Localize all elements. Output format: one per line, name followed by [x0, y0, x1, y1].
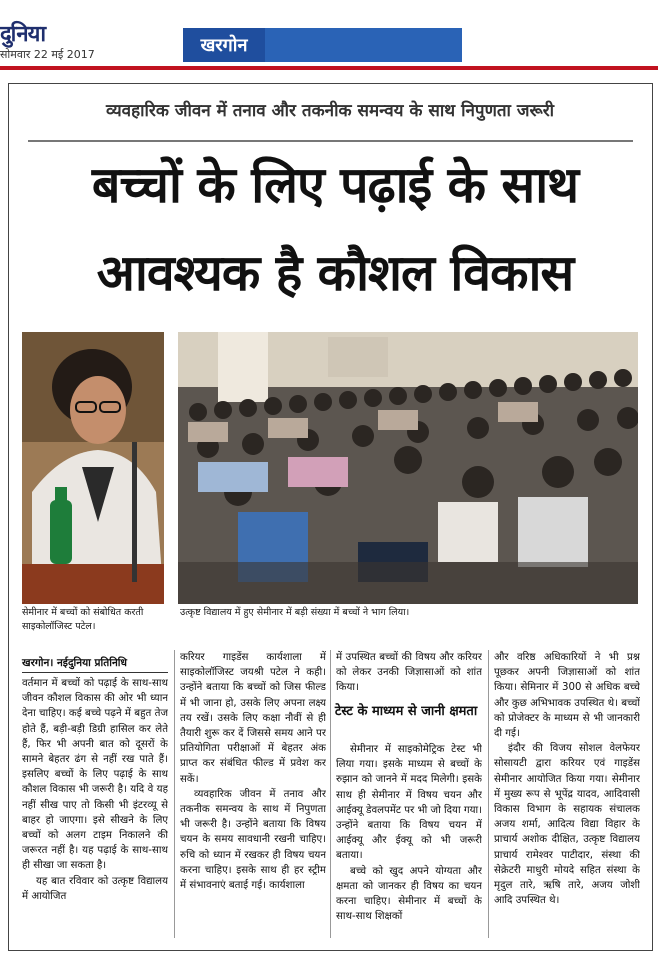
- column-1-text: वर्तमान में बच्चों को पढ़ाई के साथ-साथ जीवन कौशल विकास की ओर भी ध्यान देना चाहिए। कई बच्चे पढ़ने में बहुत तेज होते हैं, बड़ी-बड़ी डिग्री हासिल कर लेते हैं, फिर भी अपनी बात को दूसरों के सामने बेहतर ढंग से नहीं रख पाते हैं। इसलिए बच्चों के लिए पढ़ाई के साथ कौशल विकास भी जरूरी है। यदि वे यह नहीं सीख पाए तो किसी भी इंटरव्यू से बाहर हो जाएगा। इसे सीखने के लिए बच्चों को अलग टाइम निकालने की जरूरत नहीं है। यह पढ़ाई के साथ-साथ ही सीखा जा सकता है।: [22, 678, 168, 872]
- section-bar: [265, 28, 462, 62]
- header-rule: [0, 66, 658, 70]
- column-divider: [330, 650, 331, 938]
- headline-line-2: आवश्यक है कौशल विकास: [96, 244, 574, 302]
- column-3-text-b: सेमीनार में साइकोमेट्रिक टेस्ट भी लिया गया। इसके माध्यम से बच्चों के रुझान को जानने में मदद मिलेगी। इसके साथ ही सेमीनार में विषय चयन और आईक्यू डेवलपमेंट पर भी जो दिया गया। उन्होंने बताया कि विषय चयन में आईक्यू और ईक्यू को भी जरूरी बताया।: [336, 744, 482, 862]
- section-tab: खरगोन: [183, 28, 265, 62]
- article-column-3a: [336, 650, 482, 698]
- headline-line-1: बच्चों के लिए पढ़ाई के साथ: [91, 156, 579, 214]
- audience-photo: [178, 332, 638, 604]
- byline-rule: [22, 672, 168, 673]
- column-3-text-c: बच्चे को खुद अपने योग्यता और क्षमता को जानकर ही विषय का चयन करना चाहिए। सेमीनार में बच्चों के साथ-साथ शिक्षकों: [336, 865, 482, 923]
- column-divider: [174, 650, 175, 938]
- column-1-end: यह बात रविवार को उत्कृष्ट विद्यालय में आयोजित: [22, 875, 168, 902]
- caption-line-2: साइकोलॉजिस्ट पटेल।: [22, 621, 96, 632]
- article-column-2: [180, 650, 326, 938]
- column-2-text-b: व्यवहारिक जीवन में तनाव और तकनीक समन्वय के साथ में निपुणता भी जरूरी है। उन्होंने बताया कि विषय चयन के समय सावधानी रखनी चाहिए। रुचि को ध्यान में रखकर ही विषय चयन करना चाहिए। इसके साथ ही हर स्ट्रीम में संभावनाएं बताई गई। कार्यशाला: [180, 788, 326, 892]
- article-column-4: [494, 650, 640, 938]
- column-2-text: करियर गाइडेंस कार्यशाला में साइकोलॉजिस्ट जयश्री पटेल ने कही। उन्होंने बताया कि बच्चों को जिस फील्ड में भी जाना हो, उसके लिए अपना लक्ष्य तय रखें। उसके लिए कक्षा नौवीं से ही तैयारी शुरू कर दें जिससे समय आने पर प्रतियोगिता परीक्षाओं में बेहतर अंक प्राप्त कर संबंधित फील्ड में प्रवेश कर सकें।: [180, 652, 326, 785]
- column-4-text-b: इंदौर की विजय सोशल वेलफेयर सोसायटी द्वारा करियर एवं गाइडेंस सेमीनार आयोजित किया गया। सेमीनार में मुख्य रूप से भूपेंद्र यादव, आदिवासी विकास विभाग के सहायक संचालक अजय शर्मा, आदित्य विद्या विहार के प्राचार्य अशोक दीक्षित, उत्कृष्ट विद्यालय प्राचार्य रामेश्वर पाटीदार, संस्था की सेक्रेटरी माधुरी मोयदे सहित संस्था के मृदुल तारे, ऋषि तारे, अजय जोशी आदि उपस्थित थे।: [494, 743, 640, 907]
- left-photo-caption: [22, 606, 172, 634]
- article-column-3b: [336, 742, 482, 938]
- subheading: टेस्ट के माध्यम से जानी क्षमता: [334, 704, 478, 719]
- newspaper-logo: दुनिया: [0, 21, 46, 47]
- right-photo-caption: उत्कृष्ट विद्यालय में हुए सेमीनार में बड़ी संख्या में बच्चों ने भाग लिया।: [180, 607, 410, 618]
- speaker-photo: [22, 332, 164, 604]
- caption-line-1: सेमीनार में बच्चों को संबोधित करती: [22, 607, 144, 618]
- article-column-1: [22, 676, 168, 938]
- column-3-text-a: में उपस्थित बच्चों की विषय और करियर को लेकर उनकी जिज्ञासाओं को शांत किया।: [336, 652, 482, 694]
- byline: खरगोन। नईदुनिया प्रतिनिधि: [22, 657, 127, 669]
- column-divider: [488, 650, 489, 938]
- column-4-text: और वरिष्ठ अधिकारियों ने भी प्रश्न पूछकर अपनी जिज्ञासाओं को शांत किया। सेमिनार में 300 से अधिक बच्चे और कुछ अभिभावक उपस्थित थे। बच्चों को प्रोजेक्टर के माध्यम से भी जानकारी दी गई।: [494, 652, 640, 740]
- article-kicker: व्यवहारिक जीवन में तनाव और तकनीक समन्वय के साथ निपुणता जरूरी: [105, 101, 555, 121]
- issue-date: सोमवार 22 मई 2017: [0, 48, 95, 61]
- kicker-divider: [28, 140, 633, 142]
